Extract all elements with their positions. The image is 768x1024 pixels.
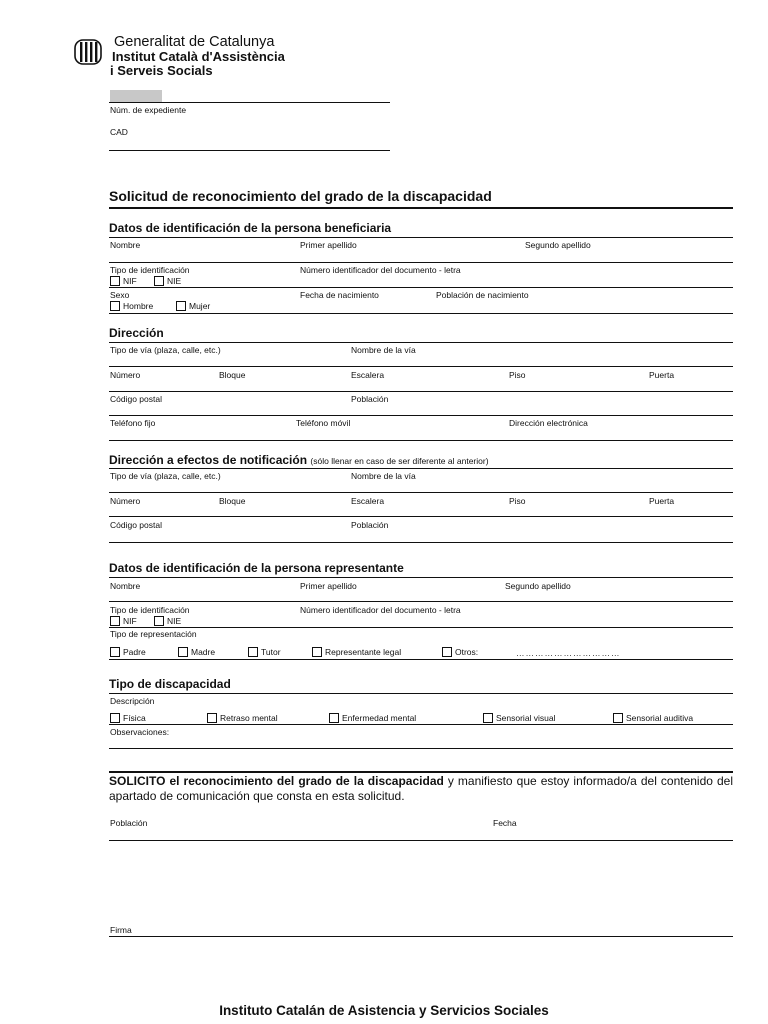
mujer-label: Mujer	[189, 301, 211, 311]
divider	[109, 207, 733, 209]
divider	[109, 468, 733, 469]
padre-checkbox[interactable]	[110, 647, 120, 657]
telefono-fijo-label: Teléfono fijo	[110, 418, 156, 428]
grey-stamp-box	[110, 90, 162, 102]
divider	[109, 748, 733, 749]
divider	[109, 936, 733, 937]
observaciones-label: Observaciones:	[110, 727, 170, 737]
tutor-option[interactable]	[248, 647, 281, 657]
divider	[109, 693, 733, 694]
padre-label: Padre	[123, 647, 146, 657]
divider	[109, 771, 733, 773]
gov-name: Generalitat de Catalunya	[114, 34, 275, 50]
numero-label: Número	[110, 370, 141, 380]
enfermedad-mental-label: Enfermedad mental	[342, 713, 417, 723]
tutor-label: Tutor	[261, 647, 281, 657]
notif-bloque-label: Bloque	[219, 496, 246, 506]
rep-nif-option[interactable]	[110, 616, 137, 626]
divider	[109, 627, 733, 628]
notif-codigo-postal-label: Código postal	[110, 520, 162, 530]
otros-checkbox[interactable]	[442, 647, 452, 657]
rep-primer-apellido-label: Primer apellido	[300, 581, 357, 591]
puerta-label: Puerta	[649, 370, 675, 380]
rep-nombre-label: Nombre	[110, 581, 141, 591]
nie-checkbox[interactable]	[154, 276, 164, 286]
nif-label: NIF	[123, 276, 137, 286]
notif-piso-label: Piso	[509, 496, 526, 506]
nombre-label: Nombre	[110, 240, 141, 250]
tutor-checkbox[interactable]	[248, 647, 258, 657]
piso-label: Piso	[509, 370, 526, 380]
padre-option[interactable]	[110, 647, 146, 657]
divider	[109, 415, 733, 416]
divider	[109, 287, 733, 288]
poblacion-label: Población	[351, 394, 389, 404]
rep-tipo-identificacion-label: Tipo de identificación	[110, 605, 190, 615]
notif-nombre-via-label: Nombre de la vía	[351, 471, 416, 481]
bloque-label: Bloque	[219, 370, 246, 380]
divider	[109, 659, 733, 660]
rep-nie-label: NIE	[167, 616, 182, 626]
rep-segundo-apellido-label: Segundo apellido	[505, 581, 571, 591]
divider	[109, 492, 733, 493]
notif-escalera-label: Escalera	[351, 496, 385, 506]
madre-label: Madre	[191, 647, 216, 657]
divider	[109, 262, 733, 263]
representante-legal-checkbox[interactable]	[312, 647, 322, 657]
divider	[109, 840, 733, 841]
solicito-rest: y manifiesto que estoy informado/a del contenido del apartado de comunicación que consta en esta solicitud.	[109, 774, 734, 803]
section-discapacidad-heading: Tipo de discapacidad	[109, 677, 231, 691]
hombre-option[interactable]	[110, 301, 153, 311]
notif-poblacion-label: Población	[351, 520, 389, 530]
footer-institute-name: Instituto Catalán de Asistencia y Servicios Sociales	[219, 1003, 549, 1018]
telefono-movil-label: Teléfono móvil	[296, 418, 351, 428]
notif-numero-label: Número	[110, 496, 141, 506]
retraso-mental-option[interactable]	[207, 713, 278, 723]
firma-poblacion-label: Población	[110, 818, 148, 828]
divider	[109, 391, 733, 392]
rep-nif-checkbox[interactable]	[110, 616, 120, 626]
divider	[109, 601, 733, 602]
mujer-checkbox[interactable]	[176, 301, 186, 311]
retraso-mental-checkbox[interactable]	[207, 713, 217, 723]
otros-fill-field[interactable]: ……………………………	[516, 648, 621, 658]
otros-label: Otros:	[455, 647, 479, 657]
descripcion-label: Descripción	[110, 696, 155, 706]
enfermedad-mental-checkbox[interactable]	[329, 713, 339, 723]
hombre-label: Hombre	[123, 301, 154, 311]
tipo-via-label: Tipo de vía (plaza, calle, etc.)	[110, 345, 221, 355]
section-direccion-heading: Dirección	[109, 326, 164, 340]
rep-numero-documento-label: Número identificador del documento - letra	[300, 605, 461, 615]
madre-option[interactable]	[178, 647, 215, 657]
fisica-checkbox[interactable]	[110, 713, 120, 723]
email-label: Dirección electrónica	[509, 418, 588, 428]
notificacion-note: (sólo llenar en caso de ser diferente al anterior)	[310, 456, 489, 466]
nif-option[interactable]	[110, 276, 137, 286]
solicito-statement	[109, 774, 733, 804]
fisica-label: Física	[123, 713, 146, 723]
divider	[109, 440, 733, 441]
sensorial-auditiva-option[interactable]	[613, 713, 693, 723]
sensorial-visual-label: Sensorial visual	[496, 713, 556, 723]
sensorial-auditiva-label: Sensorial auditiva	[626, 713, 694, 723]
otros-option[interactable]	[442, 647, 478, 657]
mujer-option[interactable]	[176, 301, 210, 311]
escalera-label: Escalera	[351, 370, 385, 380]
divider	[109, 516, 733, 517]
sensorial-auditiva-checkbox[interactable]	[613, 713, 623, 723]
tipo-identificacion-label: Tipo de identificación	[110, 265, 190, 275]
rep-nie-checkbox[interactable]	[154, 616, 164, 626]
notificacion-heading-text: Dirección a efectos de notificación	[109, 453, 308, 467]
firma-fecha-label: Fecha	[493, 818, 517, 828]
section-representante-heading: Datos de identificación de la persona representante	[109, 561, 404, 575]
sexo-label: Sexo	[110, 290, 130, 300]
firma-label: Firma	[110, 925, 132, 935]
section-beneficiaria-heading: Datos de identificación de la persona beneficiaria	[109, 221, 392, 235]
divider	[109, 342, 733, 343]
hombre-checkbox[interactable]	[110, 301, 120, 311]
sensorial-visual-option[interactable]	[483, 713, 556, 723]
num-expediente-label: Núm. de expediente	[110, 105, 187, 115]
nie-label: NIE	[167, 276, 182, 286]
primer-apellido-label: Primer apellido	[300, 240, 357, 250]
cad-label: CAD	[110, 127, 128, 137]
divider	[109, 150, 390, 151]
divider	[109, 237, 733, 238]
segundo-apellido-label: Segundo apellido	[525, 240, 591, 250]
divider	[109, 724, 733, 725]
notif-tipo-via-label: Tipo de vía (plaza, calle, etc.)	[110, 471, 221, 481]
nie-option[interactable]	[154, 276, 181, 286]
nif-checkbox[interactable]	[110, 276, 120, 286]
divider	[109, 102, 390, 103]
codigo-postal-label: Código postal	[110, 394, 162, 404]
divider	[109, 366, 733, 367]
generalitat-logo	[74, 38, 102, 66]
retraso-mental-label: Retraso mental	[220, 713, 278, 723]
numero-documento-label: Número identificador del documento - letra	[300, 265, 461, 275]
tipo-representacion-label: Tipo de representación	[110, 629, 197, 639]
solicito-bold: SOLICITO el reconocimiento del grado de la discapacidad	[109, 774, 444, 788]
fecha-nacimiento-label: Fecha de nacimiento	[300, 290, 379, 300]
divider	[109, 313, 733, 314]
institute-name-line1: Institut Català d'Assistència	[112, 49, 285, 64]
sensorial-visual-checkbox[interactable]	[483, 713, 493, 723]
enfermedad-mental-option[interactable]	[329, 713, 416, 723]
form-title: Solicitud de reconocimiento del grado de la discapacidad	[109, 188, 492, 204]
poblacion-nacimiento-label: Población de nacimiento	[436, 290, 529, 300]
notif-puerta-label: Puerta	[649, 496, 675, 506]
section-notificacion-heading	[109, 453, 489, 467]
representante-legal-label: Representante legal	[325, 647, 402, 657]
rep-nie-option[interactable]	[154, 616, 181, 626]
institute-name-line2: i Serveis Socials	[110, 63, 213, 78]
divider	[109, 577, 733, 578]
divider	[109, 542, 733, 543]
madre-checkbox[interactable]	[178, 647, 188, 657]
fisica-option[interactable]	[110, 713, 146, 723]
representante-legal-option[interactable]	[312, 647, 401, 657]
nombre-via-label: Nombre de la vía	[351, 345, 416, 355]
rep-nif-label: NIF	[123, 616, 137, 626]
